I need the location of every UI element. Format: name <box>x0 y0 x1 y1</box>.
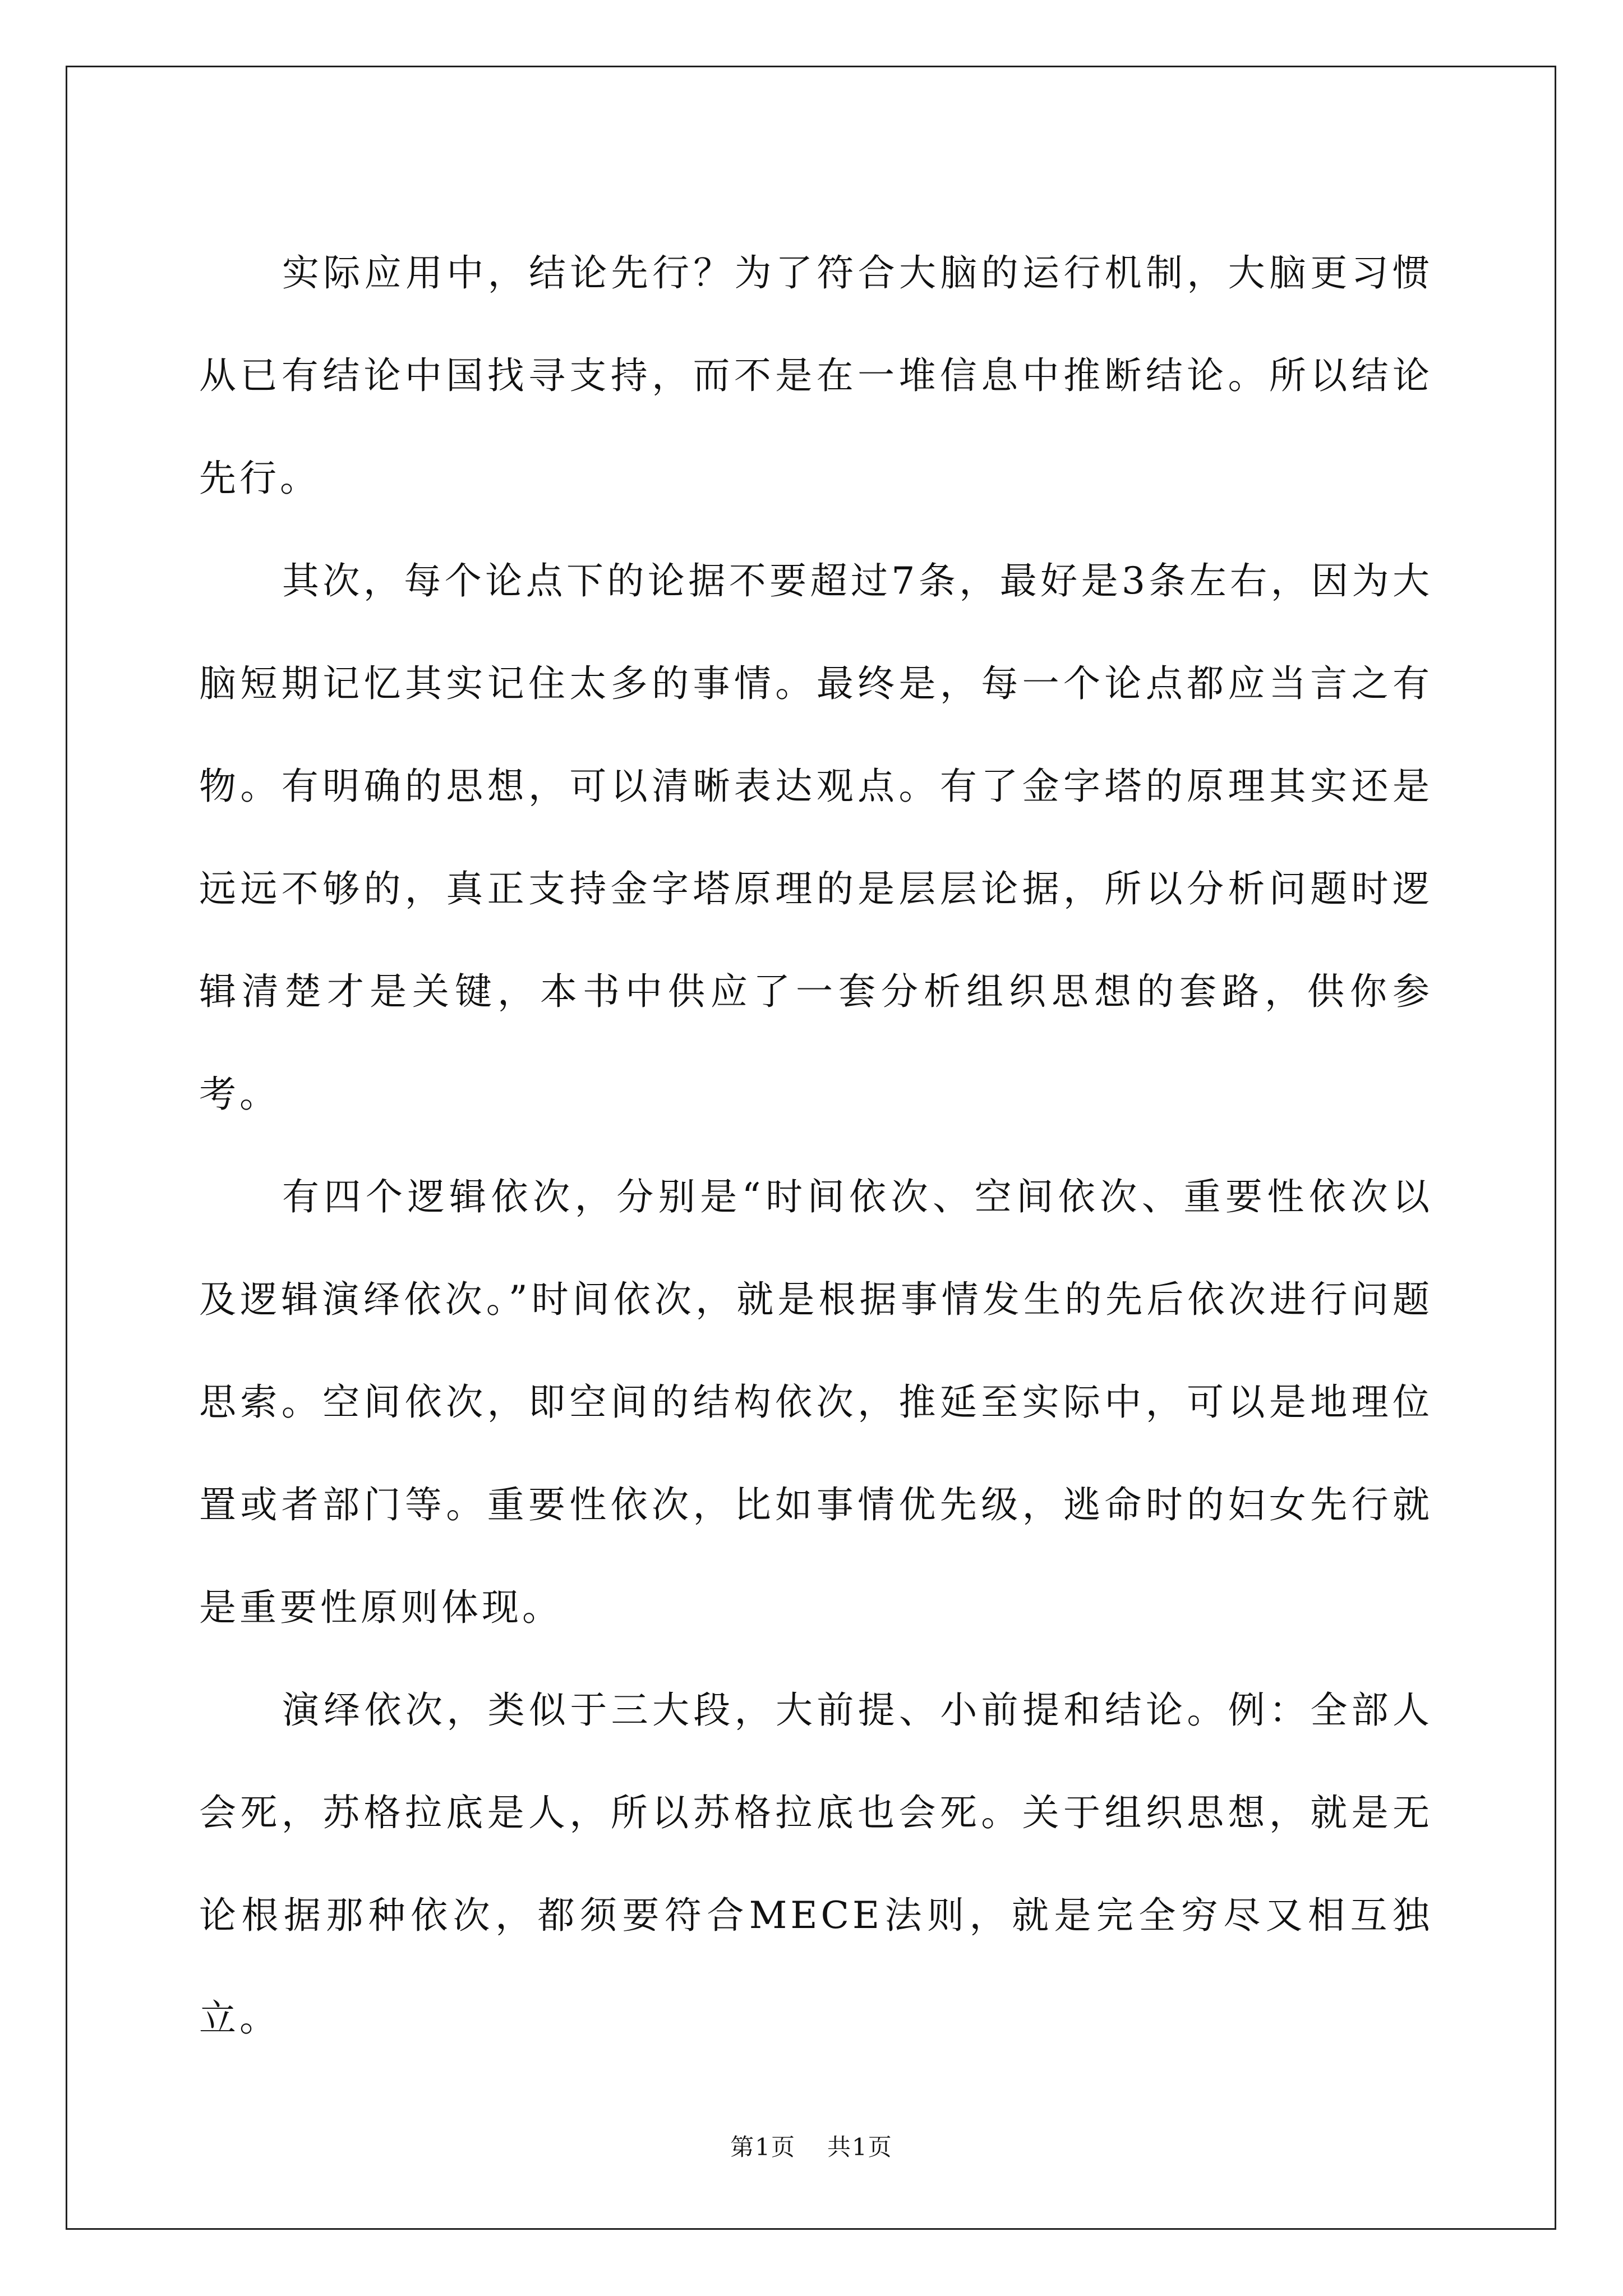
page-number: 第1页 <box>730 2133 796 2161</box>
paragraph-4: 演绎依次，类似于三大段，大前提、小前提和结论。例：全部人会死，苏格拉底是人，所以苏格拉底也会死。关于组织思想，就是无论根据那种依次，都须要符合MECE法则，就是完全穷尽又相互独立。 <box>199 1688 1433 2040</box>
page-footer <box>0 2129 1623 2162</box>
document-body <box>199 222 1433 2069</box>
page-total: 共1页 <box>827 2133 893 2161</box>
paragraph-2: 其次，每个论点下的论据不要超过7条，最好是3条左右，因为大脑短期记忆其实记住太多的事情。最终是，每一个论点都应当言之有物。有明确的思想，可以清晰表达观点。有了金字塔的原理其实还是远远不够的，真正支持金字塔原理的是层层论据，所以分析问题时逻辑清楚才是关键，本书中供应了一套分析组织思想的套路，供你参考。 <box>199 559 1433 1116</box>
paragraph-3: 有四个逻辑依次，分别是“时间依次、空间依次、重要性依次以及逻辑演绎依次。”时间依次，就是根据事情发生的先后依次进行问题思索。空间依次，即空间的结构依次，推延至实际中，可以是地理位置或者部门等。重要性依次，比如事情优先级，逃命时的妇女先行就是重要性原则体现。 <box>199 1175 1433 1629</box>
paragraph-1: 实际应用中，结论先行？为了符合大脑的运行机制，大脑更习惯从已有结论中国找寻支持，而不是在一堆信息中推断结论。所以结论先行。 <box>199 251 1433 500</box>
